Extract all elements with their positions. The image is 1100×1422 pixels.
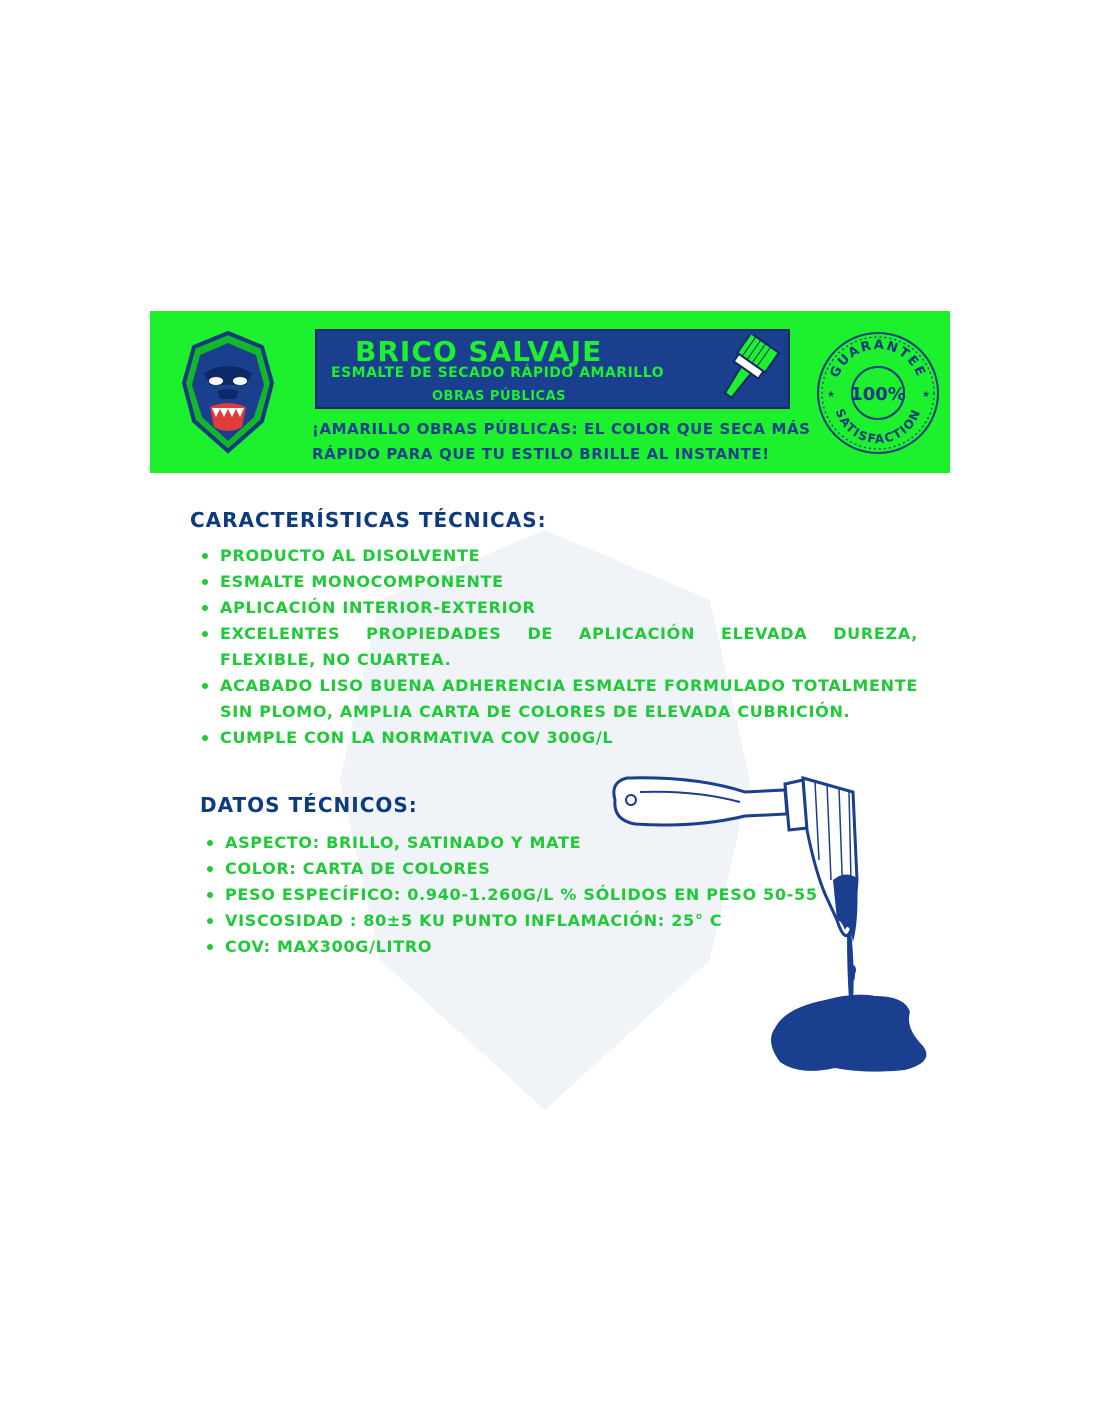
gorilla-logo-icon [180, 329, 276, 455]
svg-text:★: ★ [922, 390, 931, 400]
list-item: EXCELENTES PROPIEDADES DE APLICACIÓN ELEVADA DUREZA, FLEXIBLE, NO CUARTEA. [200, 621, 918, 673]
product-subtitle: ESMALTE DE SECADO RÁPIDO AMARILLO [331, 365, 665, 381]
seal-bottom-text: SATISFACTION [832, 406, 924, 447]
title-box [315, 329, 790, 409]
list-item: PRODUCTO AL DISOLVENTE [200, 543, 918, 569]
paint-brush-dripping-icon [605, 770, 940, 1090]
product-subtitle-2: OBRAS PÚBLICAS [432, 389, 566, 404]
list-item: COV: MAX300G/LITRO [205, 934, 845, 960]
slogan-line-2: RÁPIDO PARA QUE TU ESTILO BRILLE AL INSTANTE! [312, 445, 770, 463]
paint-brush-icon [707, 335, 785, 405]
datos-title: DATOS TÉCNICOS: [200, 793, 418, 817]
seal-center-text: 100% [850, 384, 906, 405]
header-banner [150, 311, 950, 473]
list-item: COLOR: CARTA DE COLORES [205, 856, 845, 882]
seal-top-text: GUARANTEE [827, 337, 929, 381]
slogan-line-1: ¡AMARILLO OBRAS PÚBLICAS: EL COLOR QUE SECA MÁS [312, 420, 811, 438]
list-item: PESO ESPECÍFICO: 0.940-1.260G/L % SÓLIDOS EN PESO 50-55 [205, 882, 845, 908]
caracteristicas-title: CARACTERÍSTICAS TÉCNICAS: [190, 508, 547, 532]
guarantee-seal-icon [812, 321, 944, 461]
list-item: ACABADO LISO BUENA ADHERENCIA ESMALTE FORMULADO TOTALMENTE SIN PLOMO, AMPLIA CARTA DE COLORES DE ELEVADA CUBRICIÓN. [200, 673, 918, 725]
list-item: APLICACIÓN INTERIOR-EXTERIOR [200, 595, 918, 621]
list-item: CUMPLE CON LA NORMATIVA COV 300G/L [200, 725, 918, 751]
svg-text:★: ★ [827, 390, 836, 400]
slogan [312, 417, 812, 467]
caracteristicas-list [200, 543, 918, 751]
list-item: ASPECTO: BRILLO, SATINADO Y MATE [205, 830, 845, 856]
list-item: ESMALTE MONOCOMPONENTE [200, 569, 918, 595]
svg-text:SATISFACTION [833, 407, 924, 447]
brand-name: BRICO SALVAJE [355, 335, 603, 368]
list-item: VISCOSIDAD : 80±5 KU PUNTO INFLAMACIÓN: 25° C [205, 908, 845, 934]
